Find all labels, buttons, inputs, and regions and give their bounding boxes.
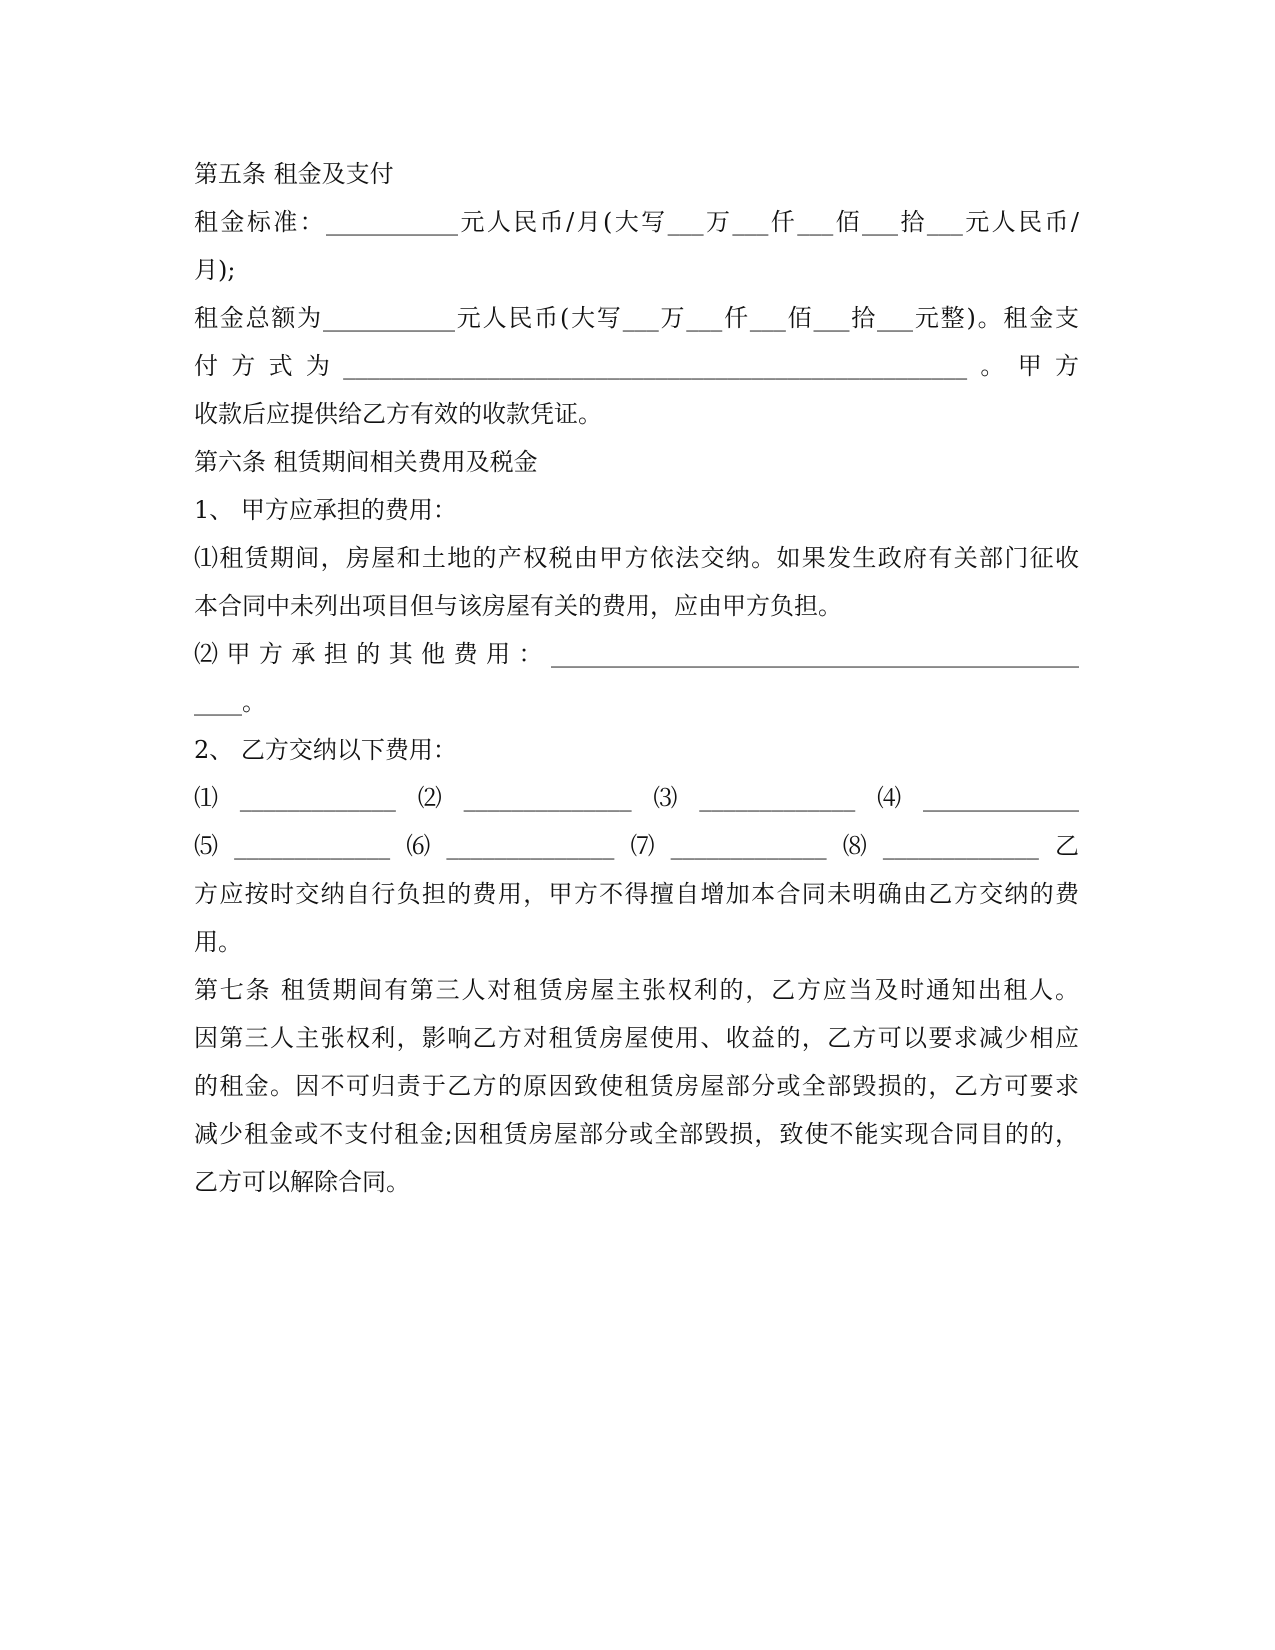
article-7-text-2: 的租金。因不可归责于乙方的原因致使租赁房屋部分或全部毁损的，乙方可要求 (194, 1072, 1079, 1100)
article-7-text-4: 乙方可以解除合同。 (194, 1168, 410, 1196)
landlord-fee-item-2-end: ____。 (194, 688, 266, 716)
rent-standard-line: 租金标准：___________元人民币/月(大写___万___仟___佰___拾___元人民币/ (194, 208, 1079, 236)
tenant-fee-note: 方应按时交纳自行负担的费用，甲方不得擅自增加本合同未明确由乙方交纳的费 (194, 880, 1079, 908)
landlord-fee-item-1-end: 本合同中未列出项目但与该房屋有关的费用，应由甲方负担。 (194, 592, 842, 620)
article-7-text-3: 减少租金或不支付租金;因租赁房屋部分或全部毁损，致使不能实现合同目的的， (194, 1120, 1079, 1148)
article-7-text-1: 因第三人主张权利，影响乙方对租赁房屋使用、收益的，乙方可以要求减少相应 (194, 1024, 1079, 1052)
landlord-fee-item-1: ⑴租赁期间，房屋和土地的产权税由甲方依法交纳。如果发生政府有关部门征收 (194, 544, 1079, 572)
receipt-line: 收款后应提供给乙方有效的收款凭证。 (194, 400, 602, 428)
article-6-heading: 第六条 租赁期间相关费用及税金 (194, 448, 538, 476)
article-5-heading: 第五条 租金及支付 (194, 160, 394, 188)
document-body (194, 150, 1079, 1206)
tenant-fee-items-1-4: ⑴_____________⑵______________⑶_____________⑷_____________ (194, 784, 1079, 812)
landlord-fee-item-2: ⑵甲方承担的其他费用：____________________________________________ (194, 640, 1079, 668)
article-7-heading: 第七条 租赁期间有第三人对租赁房屋主张权利的，乙方应当及时通知出租人。 (194, 976, 1079, 1004)
tenant-fee-items-5-8: ⑸_____________⑹______________⑺_____________⑻_____________乙 (194, 832, 1079, 860)
tenant-fee-note-end: 用。 (194, 928, 242, 956)
rent-total-line: 租金总额为___________元人民币(大写___万___仟___佰___拾___元整)。租金支 (194, 304, 1079, 332)
tenant-fees-heading: 2、 乙方交纳以下费用： (194, 736, 457, 764)
payment-method-line: 付方式为____________________________________________________。甲方 (194, 352, 1079, 380)
landlord-fees-heading: 1、 甲方应承担的费用： (194, 496, 457, 524)
rent-standard-line-end: 月); (194, 256, 236, 284)
